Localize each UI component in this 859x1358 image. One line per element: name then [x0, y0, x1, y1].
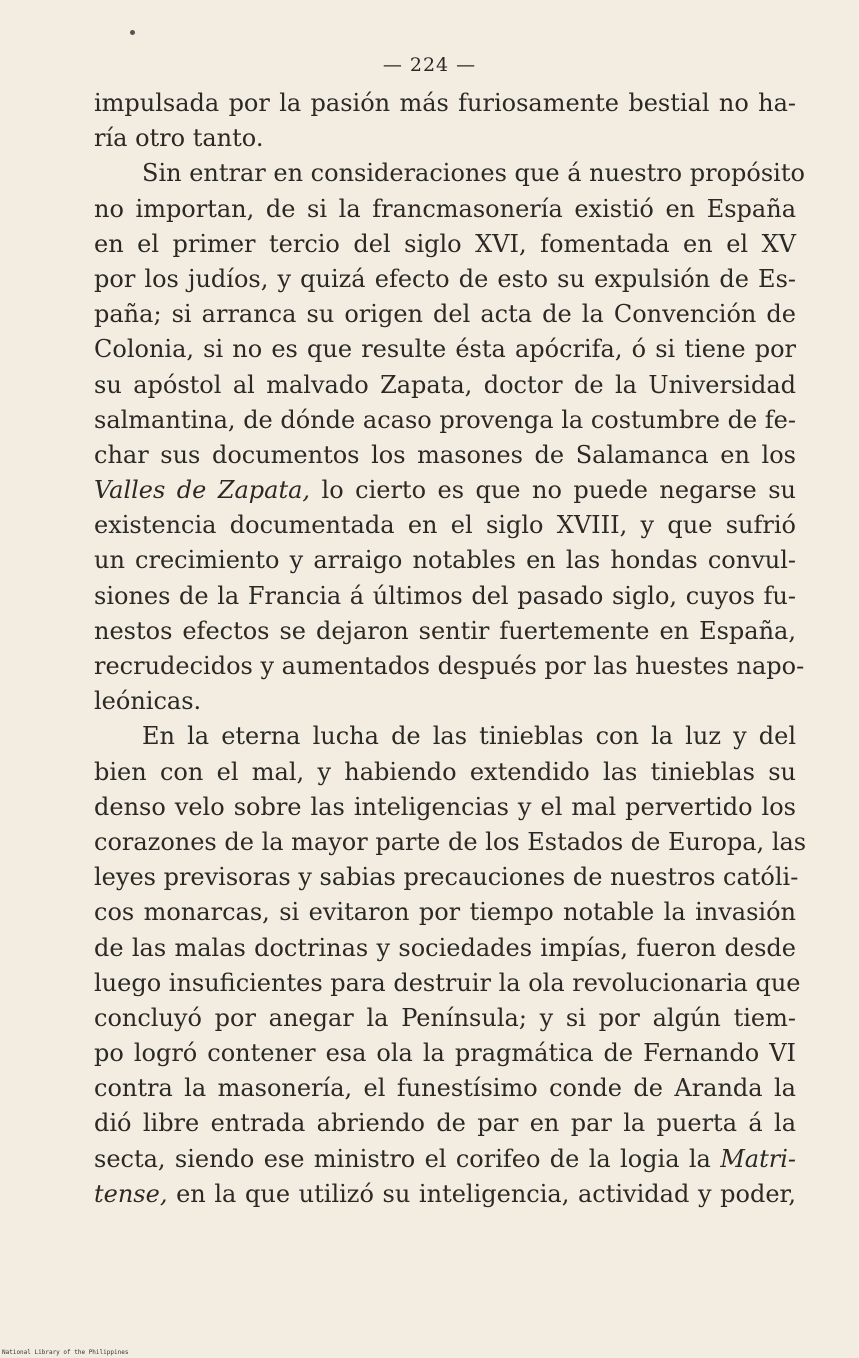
- text-line: [94, 825, 807, 860]
- text-line: [94, 579, 796, 614]
- text-segment: concluyó por anegar la Península; y si por algún tiem-: [94, 1003, 796, 1032]
- text-line: [94, 543, 796, 578]
- text-segment: leónicas.: [94, 687, 202, 716]
- text-line: [94, 860, 799, 895]
- ink-speck: [130, 30, 135, 35]
- text-line: [94, 403, 796, 438]
- text-line: [94, 649, 805, 684]
- text-segment: impulsada por la pasión más furiosamente bestial no ha-: [94, 89, 796, 117]
- text-segment: paña; si arranca su origen del acta de la Convención de: [94, 300, 796, 329]
- text-segment: cos monarcas, si evitaron por tiempo notable la invasión: [94, 898, 796, 927]
- text-line: [94, 719, 796, 754]
- text-segment: siones de la Francia á últimos del pasado siglo, cuyos fu-: [94, 581, 796, 610]
- italic-text: Matri-: [720, 1144, 796, 1173]
- text-line: [94, 895, 796, 930]
- text-line: [94, 192, 796, 227]
- text-line: [94, 508, 796, 543]
- text-line: [94, 473, 796, 508]
- text-line: [94, 1071, 796, 1106]
- text-segment: denso velo sobre las inteligencias y el mal pervertido los: [94, 792, 796, 821]
- text-line: [94, 931, 796, 966]
- text-line: [94, 1106, 796, 1141]
- italic-text: tense,: [94, 1179, 168, 1208]
- text-segment: en el primer tercio del siglo XVI, fomentada en el XV: [94, 229, 796, 258]
- text-line: [94, 790, 796, 825]
- text-segment: un crecimiento y arraigo notables en las hondas convul-: [94, 546, 796, 575]
- text-segment: por los judíos, y quizá efecto de esto su expulsión de Es-: [94, 264, 796, 293]
- page-number: — 224 —: [382, 54, 477, 76]
- text-line: [94, 156, 805, 191]
- text-segment: lo cierto es que no puede negarse su: [310, 476, 796, 505]
- text-segment: de las malas doctrinas y sociedades impías, fueron desde: [94, 933, 796, 962]
- text-segment: bien con el mal, y habiendo extendido las tinieblas su: [94, 757, 796, 786]
- text-line: [94, 1036, 796, 1071]
- text-segment: contra la masonería, el funestísimo conde de Aranda la: [94, 1074, 796, 1103]
- text-line: [94, 86, 796, 121]
- library-watermark: National Library of the Philippines: [2, 1349, 129, 1356]
- text-line: [94, 966, 801, 1001]
- text-line: [94, 332, 796, 367]
- text-line: [94, 121, 796, 156]
- text-segment: salmantina, de dónde acaso provenga la costumbre de fe-: [94, 405, 796, 434]
- text-line: [94, 262, 796, 297]
- text-segment: su apóstol al malvado Zapata, doctor de la Universidad: [94, 370, 796, 399]
- text-line: [94, 614, 796, 649]
- text-segment: leyes previsoras y sabias precauciones de nuestros católi-: [94, 863, 799, 892]
- text-segment: ría otro tanto.: [94, 124, 264, 153]
- text-segment: dió libre entrada abriendo de par en par la puerta á la: [94, 1109, 796, 1138]
- text-line: [94, 368, 796, 403]
- text-line: [94, 1001, 796, 1036]
- text-line: [94, 227, 796, 262]
- text-segment: no importan, de si la francmasonería existió en España: [94, 194, 796, 223]
- text-segment: po logró contener esa ola la pragmática de Fernando VI: [94, 1039, 796, 1068]
- text-segment: luego insuficientes para destruir la ola revolucionaria que: [94, 968, 801, 997]
- text-segment: Sin entrar en consideraciones que á nuestro propósito: [142, 159, 805, 188]
- text-segment: recrudecidos y aumentados después por las huestes napo-: [94, 652, 805, 680]
- body-text: [94, 86, 807, 1212]
- text-segment: En la eterna lucha de las tinieblas con la luz y del: [142, 722, 796, 751]
- text-segment: char sus documentos los masones de Salamanca en los: [94, 440, 796, 469]
- text-line: [94, 684, 796, 719]
- text-segment: secta, siendo ese ministro el corifeo de la logia la: [94, 1144, 721, 1173]
- text-segment: existencia documentada en el siglo XVIII, y que sufrió: [94, 511, 796, 540]
- text-line: [94, 1142, 796, 1177]
- text-line: [94, 755, 796, 790]
- text-line: [94, 297, 796, 332]
- text-segment: nestos efectos se dejaron sentir fuertemente en España,: [94, 616, 796, 645]
- italic-text: Valles de Zapata,: [94, 476, 311, 505]
- text-segment: Colonia, si no es que resulte ésta apócrifa, ó si tiene por: [94, 335, 796, 364]
- text-line: [94, 438, 796, 473]
- text-segment: corazones de la mayor parte de los Estados de Europa, las: [94, 827, 807, 856]
- text-segment: en la que utilizó su inteligencia, actividad y poder,: [167, 1179, 796, 1208]
- text-line: [94, 1177, 796, 1212]
